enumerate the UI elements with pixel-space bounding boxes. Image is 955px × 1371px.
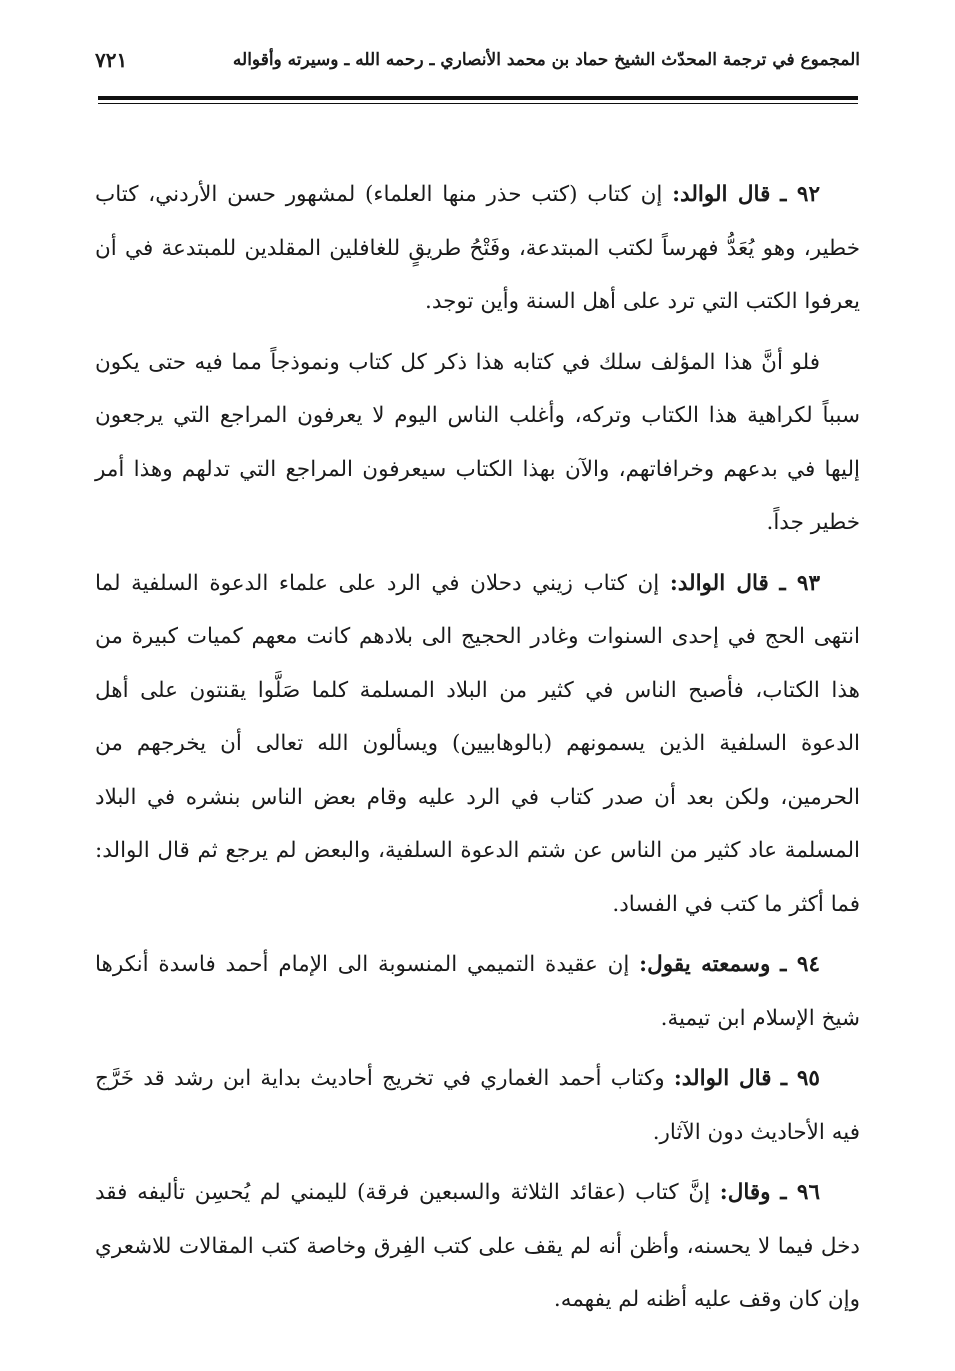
page-number: ٧٢١ bbox=[95, 48, 128, 72]
paragraph-96 bbox=[95, 1166, 860, 1327]
speaker-label: وسمعته يقول: bbox=[639, 952, 771, 977]
paragraph-93 bbox=[95, 557, 860, 932]
paragraph-text: إنَّ كتاب (عقائد الثلاثة والسبعين فرقة) لليمني لم يُحسِن تأليفه فقد دخل فيما لا يحسنه، وأظن أنه لم يقف على كتب الفِرق وخاصة كتب المقالات للاشعري وإن كان وقف عليه أظنه لم يفهمه. bbox=[95, 1180, 860, 1312]
speaker-label: قال الوالد: bbox=[673, 1066, 772, 1091]
paragraph-number: ٩٢ ـ bbox=[780, 182, 821, 207]
speaker-label: وقال: bbox=[719, 1180, 771, 1205]
paragraph-number: ٩٦ ـ bbox=[780, 1180, 820, 1205]
paragraph-text: فلو أنَّ هذا المؤلف سلك في كتابه هذا ذكر كل كتاب ونموذجاً مما فيه حتى يكون سبباً لكراهية هذا الكتاب وتركه، وأغلب الناس اليوم لا يعرفون المراجع التي يرجعون إليها في بدعهم وخرافاتهم، والآن بهذا الكتاب سيعرفون المراجع التي تدلهم وهذا أمر خطير جداً. bbox=[95, 349, 860, 535]
paragraph-92 bbox=[95, 168, 860, 329]
speaker-label: قال الوالد: bbox=[672, 182, 771, 207]
running-header bbox=[95, 38, 860, 82]
speaker-label: قال الوالد: bbox=[669, 570, 769, 596]
paragraph-92-continued bbox=[95, 336, 860, 550]
header-rule-thin bbox=[98, 103, 858, 104]
paragraph-text: وكتاب أحمد الغماري في تخريج أحاديث بداية ابن رشد قد خَرَّج فيه الأحاديث دون الآثار. bbox=[95, 1066, 860, 1145]
paragraph-text: إن كتاب (كتب حذر منها العلماء) لمشهور حسن الأردني، كتاب خطير، وهو يُعَدُّ فهرساً لكتب المبتدعة، وفَتْحُ طريقٍ للغافلين المقلدين للمبتدعة في أن يعرفوا الكتب التي ترد على أهل السنة وأين توجد. bbox=[95, 182, 860, 314]
header-title: المجموع في ترجمة المحدّث الشيخ حماد بن محمد الأنصاري ـ رحمه الله ـ وسيرته وأقواله bbox=[232, 50, 860, 70]
paragraph-text: إن عقيدة التميمي المنسوبة الى الإمام أحمد فاسدة أنكرها شيخ الإسلام ابن تيمية. bbox=[95, 952, 860, 1031]
paragraph-text: إن كتاب زيني دحلان في الرد على علماء الدعوة السلفية لما انتهى الحج في إحدى السنوات وغادر الحجيج الى بلادهم كانت معهم كميات كبيرة من هذا الكتاب، فأصبح الناس في كثير من البلاد المسلمة كلما صَلَّوا يقنتون على أهل الدعوة السلفية الذين يسمونهم (بالوهابيين) ويسألون الله تعالى أن يخرجهم من الحرمين، ولكن بعد أن صدر كتاب في الرد عليه وقام بعض الناس بنشره في البلاد المسلمة عاد كثير من الناس عن شتم الدعوة السلفية، والبعض لم يرجع ثم قال الوالد: فما أكثر ما كتب في الفساد. bbox=[95, 570, 860, 917]
header-rule-thick bbox=[98, 96, 858, 100]
paragraph-number: ٩٤ ـ bbox=[780, 952, 820, 977]
page-body bbox=[95, 168, 860, 1334]
paragraph-number: ٩٣ ـ bbox=[779, 570, 820, 596]
paragraph-94 bbox=[95, 938, 860, 1045]
paragraph-number: ٩٥ ـ bbox=[780, 1066, 820, 1091]
paragraph-95 bbox=[95, 1052, 860, 1159]
